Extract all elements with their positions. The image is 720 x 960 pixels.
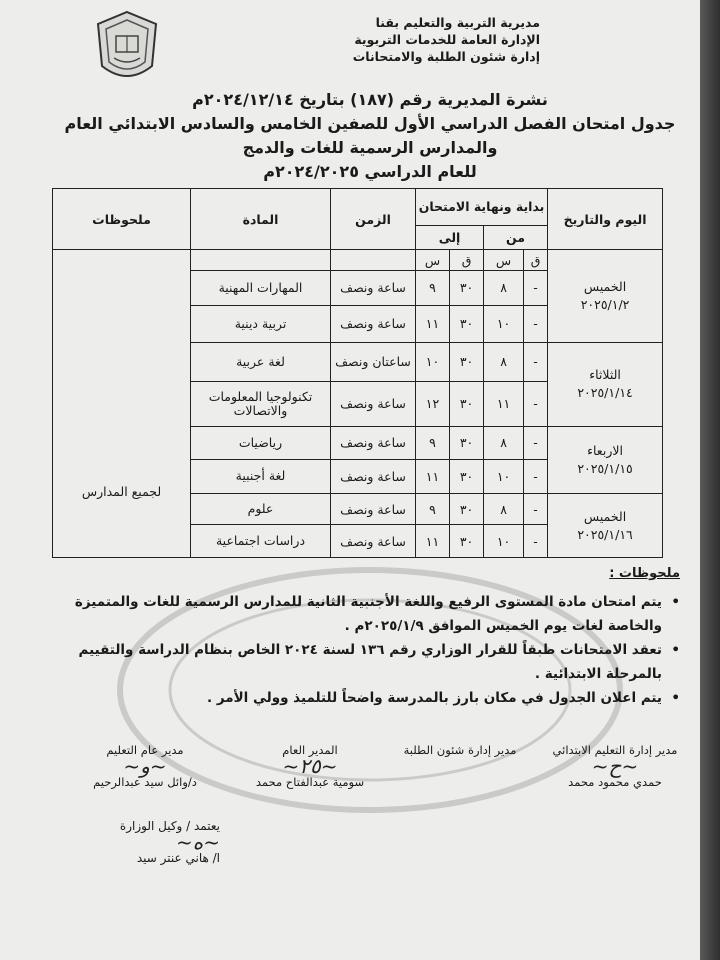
subject: علوم	[191, 494, 331, 525]
to-s: ١١	[416, 459, 450, 494]
notes-title: ملحوظات :	[609, 566, 680, 581]
from-s: ١٠	[484, 305, 524, 342]
signatory-name: د/وائل سيد عبدالرحيم	[93, 775, 197, 789]
signatory-name: حمدي محمود محمد	[568, 775, 662, 789]
to-q: ٣٠	[450, 270, 484, 305]
header-subject: المادة	[191, 189, 331, 250]
to-s: ١٠	[416, 342, 450, 381]
header-day-date: اليوم والتاريخ	[548, 189, 663, 250]
duration: ساعة ونصف	[331, 525, 416, 558]
header-start-end: بداية ونهاية الامتحان	[416, 189, 548, 226]
note-item: • يتم اعلان الجدول في مكان بارز بالمدرسة واضحاً للتلميذ وولي الأمر .	[40, 686, 680, 710]
unit-q2: ق	[450, 250, 484, 271]
from-s: ٨	[484, 494, 524, 525]
day-date: ٢٠٢٥/١/٢	[580, 297, 630, 313]
note-item: • تعقد الامتحانات طبقاً للقرار الوزاري رقم ١٣٦ لسنة ٢٠٢٤ الخاص بنظام الدراسة والتقييم بالمرحلة الابتدائية .	[40, 638, 680, 686]
day-name: الاربعاء	[587, 443, 623, 459]
from-q: -	[524, 459, 548, 494]
page-edge	[700, 0, 720, 960]
academic-year: للعام الدراسي ٢٠٢٤/٢٠٢٥م	[263, 162, 477, 181]
header-line-2: الإدارة العامة للخدمات التربوية	[354, 32, 540, 47]
subject: المهارات المهنية	[191, 270, 331, 305]
signatory-name: سومية عبدالفتاح محمد	[255, 775, 365, 789]
all-schools-note: لجميع المدارس	[81, 483, 162, 499]
subject: دراسات اجتماعية	[191, 525, 331, 558]
unit-blank	[191, 250, 331, 271]
approval-name: ا/ هاني عنتر سيد	[136, 851, 220, 865]
from-s: ١٠	[484, 459, 524, 494]
handwritten-signature-icon: ~ه~	[176, 830, 220, 854]
to-q: ٣٠	[450, 342, 484, 381]
notes-cell	[53, 250, 191, 558]
signatory-role: مدير إدارة التعليم الابتدائي	[552, 743, 678, 757]
from-s: ١٠	[484, 525, 524, 558]
day-name: الثلاثاء	[589, 367, 621, 383]
unit-blank	[331, 250, 416, 271]
from-q: -	[524, 494, 548, 525]
header-duration: الزمن	[331, 189, 416, 250]
to-q: ٣٠	[450, 381, 484, 426]
from-q: -	[524, 525, 548, 558]
document-titles	[60, 88, 680, 184]
header-line-3: إدارة شئون الطلبة والامتحانات	[352, 49, 540, 64]
schedule-title: جدول امتحان الفصل الدراسي الأول للصفين الخامس والسادس الابتدائي العام	[64, 114, 676, 133]
day-cell-2	[548, 342, 663, 426]
unit-s2: س	[416, 250, 450, 271]
to-s: ٩	[416, 270, 450, 305]
header-from: من	[484, 225, 548, 250]
signatory-role: المدير العام	[282, 743, 338, 757]
day-date: ٢٠٢٥/١/١٦	[577, 526, 633, 542]
to-q: ٣٠	[450, 305, 484, 342]
signatory-role: مدير إدارة شئون الطلبة	[403, 743, 517, 757]
approval-role: يعتمد / وكيل الوزارة	[119, 819, 220, 833]
to-q: ٣٠	[450, 426, 484, 459]
to-s: ١٢	[416, 381, 450, 426]
day-date: ٢٠٢٥/١/١٥	[577, 461, 633, 477]
to-q: ٣٠	[450, 494, 484, 525]
from-s: ٨	[484, 270, 524, 305]
signature-general-manager	[240, 742, 380, 790]
signatory-role: مدير عام التعليم	[106, 743, 184, 757]
duration: ساعة ونصف	[331, 426, 416, 459]
header-to: إلى	[416, 225, 484, 250]
from-q: -	[524, 270, 548, 305]
duration: ساعة ونصف	[331, 270, 416, 305]
duration: ساعة ونصف	[331, 305, 416, 342]
day-name: الخميس	[583, 279, 627, 295]
from-q: -	[524, 426, 548, 459]
header-line-1: مديرية التربية والتعليم بقنا	[375, 15, 540, 30]
handwritten-signature-icon: ~و~	[123, 754, 167, 778]
schedule-subtitle: والمدارس الرسمية للغات والدمج	[242, 138, 498, 157]
to-s: ١١	[416, 305, 450, 342]
unit-s: س	[484, 250, 524, 271]
from-s: ٨	[484, 342, 524, 381]
exam-schedule-table	[52, 188, 663, 558]
unit-q: ق	[524, 250, 548, 271]
subject: رياضيات	[191, 426, 331, 459]
subject: لغة أجنبية	[191, 459, 331, 494]
from-q: -	[524, 305, 548, 342]
to-s: ٩	[416, 426, 450, 459]
day-name: الخميس	[583, 508, 627, 524]
bulletin-number: نشرة المديرية رقم (١٨٧) بتاريخ ٢٠٢٤/١٢/١٤م	[192, 90, 548, 109]
undersecretary-approval	[60, 818, 220, 866]
to-s: ١١	[416, 525, 450, 558]
ministry-logo-icon	[92, 8, 162, 88]
notes-list	[40, 590, 680, 710]
signature-primary-director	[540, 742, 690, 790]
day-cell-1	[548, 250, 663, 342]
signature-education-director	[60, 742, 230, 790]
ministry-header	[320, 14, 540, 65]
to-s: ٩	[416, 494, 450, 525]
to-q: ٣٠	[450, 459, 484, 494]
handwritten-signature-icon: ~٢٥~	[282, 754, 338, 778]
subject: تكنولوجيا المعلومات والاتصالات	[191, 381, 331, 426]
duration: ساعتان ونصف	[331, 342, 416, 381]
subject: تربية دينية	[191, 305, 331, 342]
from-s: ١١	[484, 381, 524, 426]
header-notes: ملحوظات	[53, 189, 191, 250]
note-item: • يتم امتحان مادة المستوى الرفيع واللغة الأجنبية الثانية للمدارس الرسمية للغات والمتميزة والخاصة لغات يوم الخميس الموافق ٢٠٢٥/١/٩م .	[40, 590, 680, 638]
handwritten-signature-icon: ~ح~	[591, 754, 639, 778]
day-date: ٢٠٢٥/١/١٤	[577, 385, 633, 401]
to-q: ٣٠	[450, 525, 484, 558]
duration: ساعة ونصف	[331, 494, 416, 525]
from-q: -	[524, 381, 548, 426]
from-q: -	[524, 342, 548, 381]
signature-students-affairs	[390, 742, 530, 758]
duration: ساعة ونصف	[331, 381, 416, 426]
duration: ساعة ونصف	[331, 459, 416, 494]
subject: لغة عربية	[191, 342, 331, 381]
from-s: ٨	[484, 426, 524, 459]
day-cell-4	[548, 494, 663, 558]
day-cell-3	[548, 426, 663, 494]
